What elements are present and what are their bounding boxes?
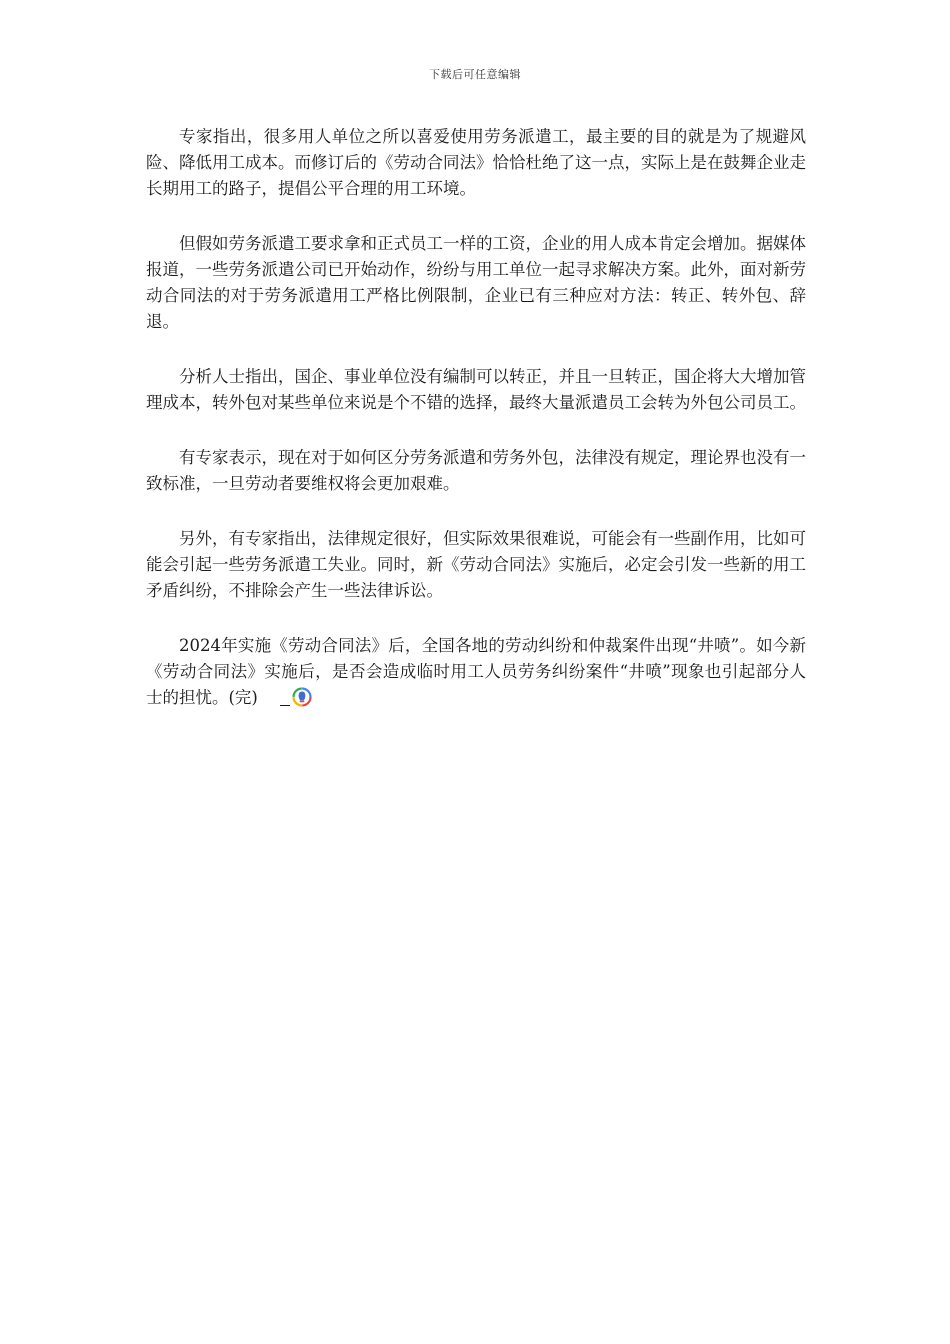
- paragraph-2: 但假如劳务派遣工要求拿和正式员工一样的工资，企业的用人成本肯定会增加。据媒体报道，一些劳务派遣公司已开始动作，纷纷与用工单位一起寻求解决方案。此外，面对新劳动合同法的对于劳务派遣用工严格比例限制，企业已有三种应对方法：转正、转外包、辞退。: [146, 234, 806, 331]
- paragraph-6: [146, 633, 806, 711]
- paragraph-6-text: 2024年实施《劳动合同法》后，全国各地的劳动纠纷和仲裁案件出现“井喷”。如今新《劳动合同法》实施后，是否会造成临时用工人员劳务纠纷案件“井喷”现象也引起部分人士的担忧。(完): [146, 636, 806, 707]
- paragraph-1: 专家指出，很多用人单位之所以喜爱使用劳务派遣工，最主要的目的就是为了规避风险、降低用工成本。而修订后的《劳动合同法》恰恰杜绝了这一点，实际上是在鼓舞企业走长期用工的路子，提倡公平合理的用工环境。: [146, 127, 806, 198]
- page-header-note: 下载后可任意编辑: [429, 68, 521, 81]
- article-body: [146, 124, 806, 740]
- paragraph-4: 有专家表示，现在对于如何区分劳务派遣和劳务外包，法律没有规定，理论界也没有一致标准，一旦劳动者要维权将会更加艰难。: [146, 448, 806, 493]
- paragraph-5: 另外，有专家指出，法律规定很好，但实际效果很难说，可能会有一些副作用，比如可能会引起一些劳务派遣工失业。同时，新《劳动合同法》实施后，必定会引发一些新的用工矛盾纠纷，不排除会产生一些法律诉讼。: [146, 529, 806, 600]
- paragraph-3: 分析人士指出，国企、事业单位没有编制可以转正，并且一旦转正，国企将大大增加管理成本，转外包对某些单位来说是个不错的选择，最终大量派遣员工会转为外包公司员工。: [146, 367, 806, 412]
- colorful-round-logo-icon: [259, 687, 279, 707]
- trailing-underline-mark: [280, 691, 290, 706]
